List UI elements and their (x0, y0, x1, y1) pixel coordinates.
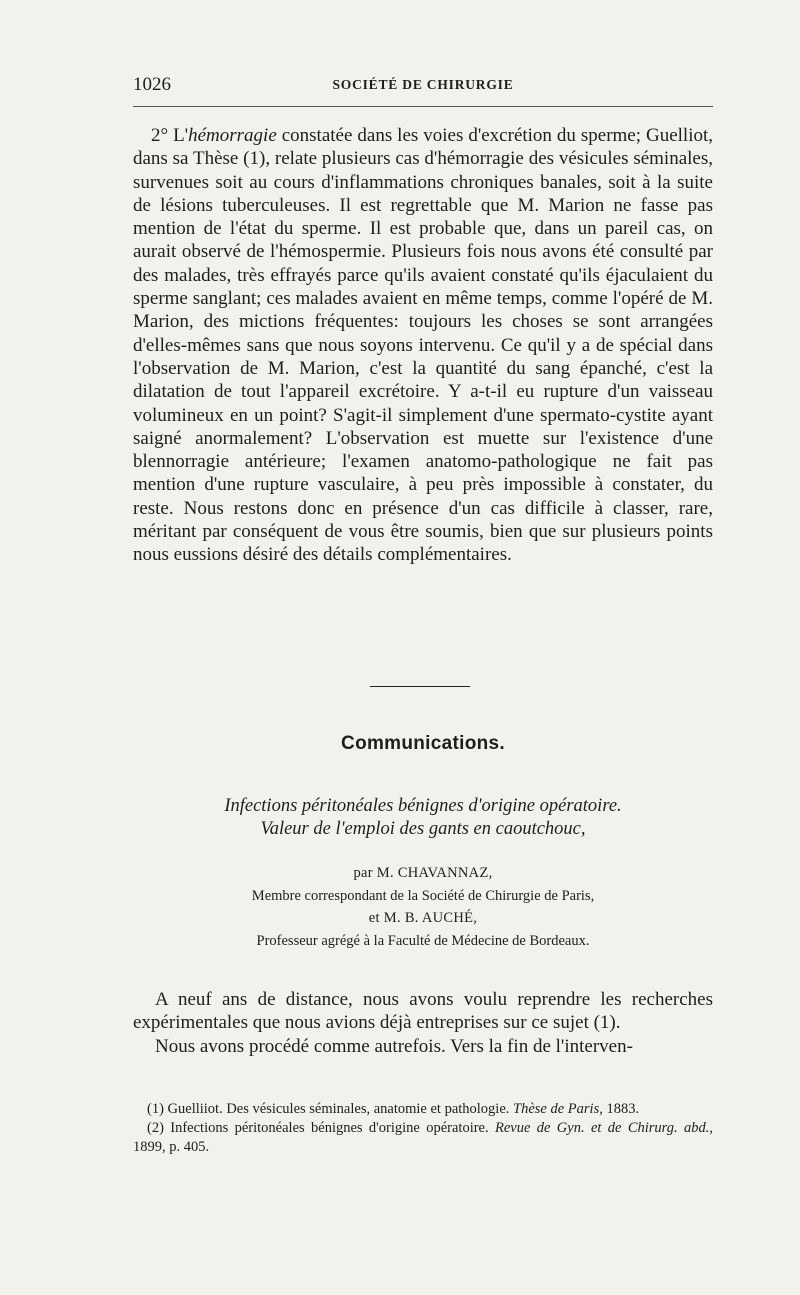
byline (133, 862, 713, 952)
header-rule (133, 106, 713, 107)
footnotes (133, 1100, 713, 1157)
body-paragraph-2: Nous avons procédé comme autrefois. Vers la fin de l'interven- (155, 1035, 633, 1057)
body-paragraph-1: A neuf ans de distance, nous avons voulu reprendre les recherches expérimentales que nous avions déjà entreprises sur ce sujet (1). (133, 989, 713, 1034)
author-1: par M. CHAVANNAZ, (353, 865, 493, 881)
article-title-line-2: Valeur de l'emploi des gants en caoutchouc, (260, 819, 586, 839)
author-2: et M. B. AUCHÉ, (368, 910, 478, 927)
running-head: SOCIÉTÉ DE CHIRURGIE (332, 77, 514, 92)
article-body (133, 988, 713, 1058)
footnote-2-text: (2) Infections péritonéales bénignes d'origine opératoire. (147, 1120, 495, 1136)
author-1-affiliation: Membre correspondant de la Société de Chirurgie de Paris, (251, 887, 595, 904)
article-title-line-1: Infections péritonéales bénignes d'origine opératoire. (224, 796, 622, 816)
page-header (133, 74, 713, 98)
footnote-2-italic: Revue de Gyn. et de Chirurg. abd. (494, 1120, 710, 1136)
author-2-affiliation: Professeur agrégé à la Faculté de Médecine de Bordeaux. (256, 932, 590, 949)
section-separator (370, 686, 470, 687)
intro-lead: 2° L' (151, 125, 189, 146)
footnote-1-italic: Thèse de Paris (513, 1101, 600, 1117)
article-title (133, 795, 713, 841)
footnote-2 (133, 1119, 713, 1157)
page-number: 1026 (133, 74, 171, 95)
footnote-2-end: , 1899, p. 405. (133, 1120, 714, 1155)
footnote-1-end: , 1883. (599, 1101, 640, 1117)
footnote-1-text: (1) Guelliiot. Des vésicules séminales, anatomie et pathologie. (147, 1101, 514, 1117)
footnote-1 (133, 1100, 713, 1119)
section-title: Communications. (341, 733, 505, 754)
intro-lead-italic: hémorragie (188, 125, 277, 146)
intro-paragraph (133, 124, 713, 567)
intro-text: constatée dans les voies d'excrétion du sperme; Guelliot, dans sa Thèse (1), relate plusieurs cas d'hémorragie des vésicules séminales, survenues soit au cours d'inflammations chroniques banales, soit à la suite de lésions tuberculeuses. Il est regrettable que M. Marion ne fasse pas mention de l'état du sperme. Il est probable que, dans un pareil cas, on aurait observé de l'hémospermie. Plusieurs fois nous avons été consulté par des malades, très effrayés parce qu'ils avaient constaté qu'ils éjaculaient du sperme sanglant; ces malades avaient en même temps, comme l'opéré de M. Marion, des mictions fréquentes: toujours les choses se sont arrangées d'elles-mêmes sans que nous soyons intervenu. Ce qu'il y a de spécial dans l'observation de M. Marion, c'est la quantité du sang épanché, c'est la dilatation de tout l'appareil excrétoire. Y a-t-il eu rupture d'un vaisseau volumineux en un point? S'agit-il simplement d'une spermato-cystite ayant saigné anormalement? L'observation est muette sur l'existence d'une blennorragie antérieure; l'examen anatomo-pathologique ne fait pas mention d'une rupture vasculaire, à peu près impossible à constater, du reste. Nous restons donc en présence d'un cas difficile à classer, rare, méritant par conséquent de vous être soumis, bien que sur plusieurs points nous eussions désiré des détails complémentaires. (133, 125, 713, 566)
